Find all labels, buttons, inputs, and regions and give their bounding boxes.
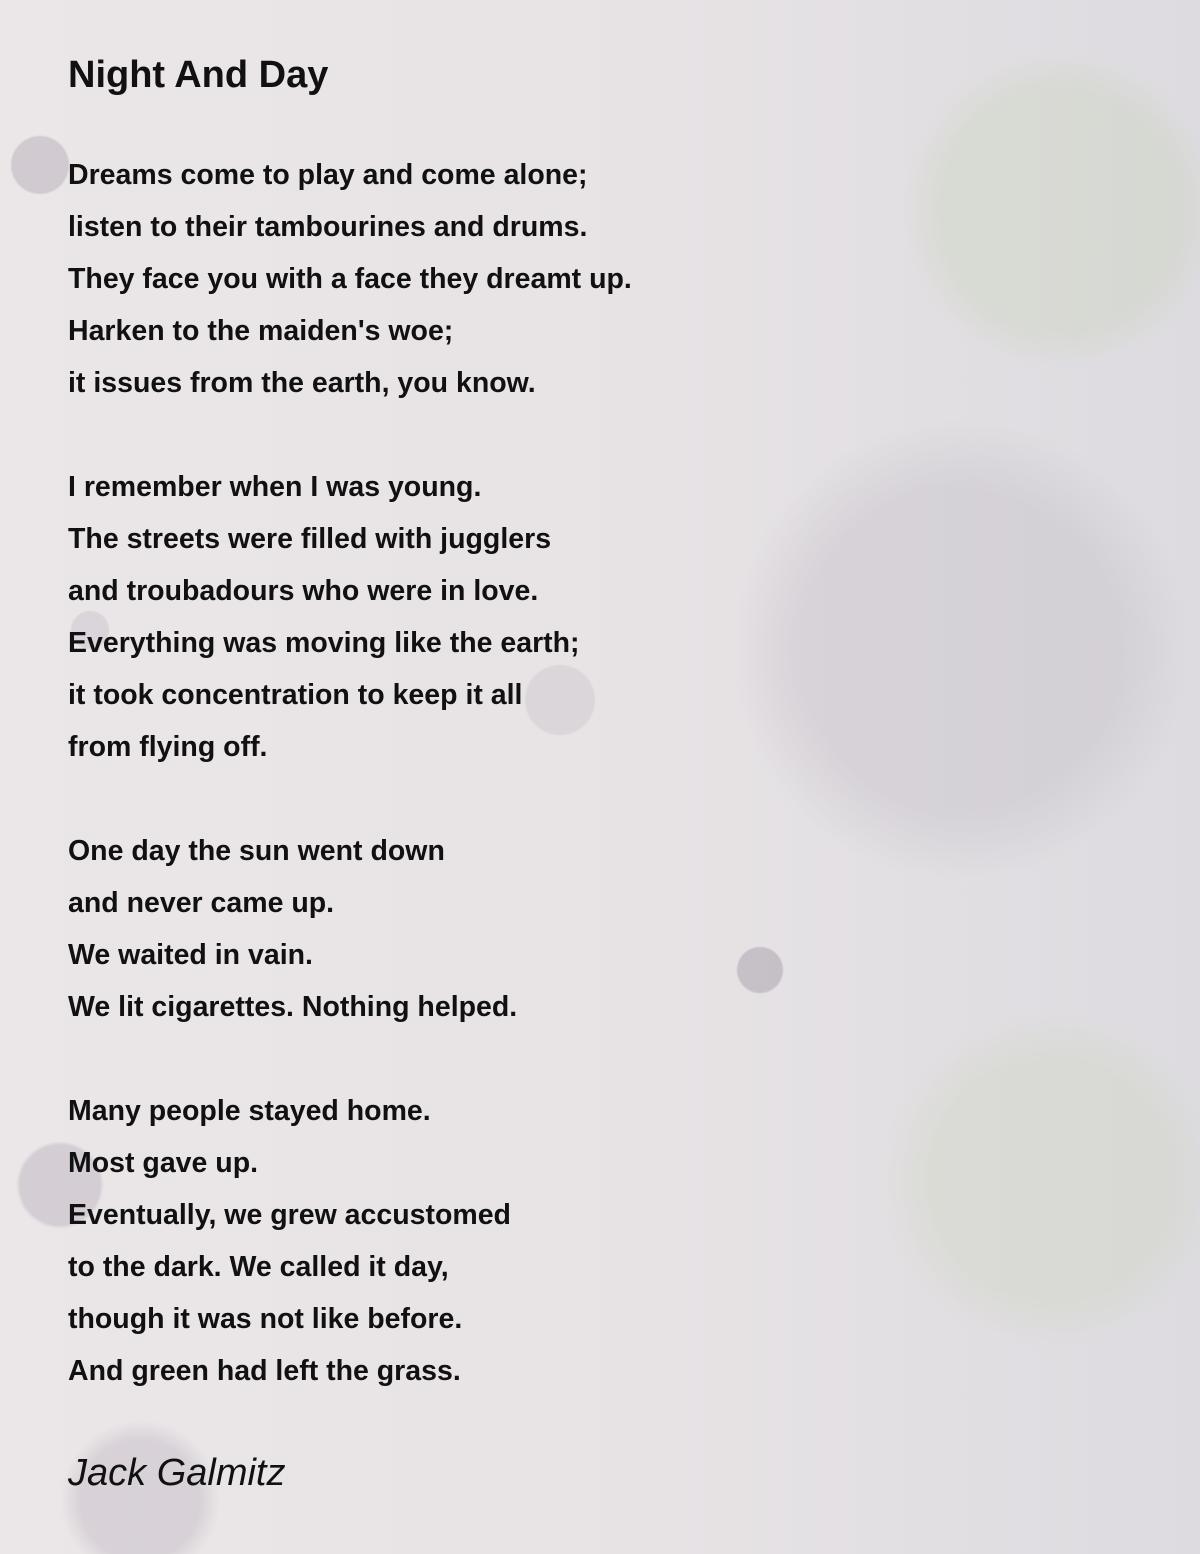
poem-line: The streets were filled with jugglers — [68, 523, 552, 555]
poem-line: Most gave up. — [68, 1147, 259, 1179]
poem-line: it took concentration to keep it all — [68, 679, 523, 711]
poem-line: listen to their tambourines and drums. — [68, 211, 588, 243]
poem-line: Harken to the maiden's woe; — [68, 315, 454, 347]
poem-line: and troubadours who were in love. — [68, 575, 539, 607]
poem-line: though it was not like before. — [68, 1303, 463, 1335]
poem-title: Night And Day — [68, 54, 329, 96]
stanza-1 — [68, 149, 632, 409]
stanza-2 — [68, 461, 580, 773]
stanza-3 — [68, 825, 517, 1033]
poem-line: One day the sun went down — [68, 835, 445, 867]
poem-line: We waited in vain. — [68, 939, 313, 971]
poem-line: They face you with a face they dreamt up. — [68, 263, 632, 295]
poem-line: We lit cigarettes. Nothing helped. — [68, 991, 518, 1023]
poem-line: it issues from the earth, you know. — [68, 367, 536, 399]
poem-line: Eventually, we grew accustomed — [68, 1199, 511, 1231]
poem-line: And green had left the grass. — [68, 1355, 461, 1387]
poem-line: Many people stayed home. — [68, 1095, 431, 1127]
poem-line: to the dark. We called it day, — [68, 1251, 449, 1283]
poem-line: Dreams come to play and come alone; — [68, 159, 588, 191]
poem-line: Everything was moving like the earth; — [68, 627, 580, 659]
poem-line: from flying off. — [68, 731, 268, 763]
stanza-4 — [68, 1085, 511, 1397]
poem-line: I remember when I was young. — [68, 471, 482, 503]
poem-author: Jack Galmitz — [68, 1452, 286, 1494]
poem-line: and never came up. — [68, 887, 335, 919]
